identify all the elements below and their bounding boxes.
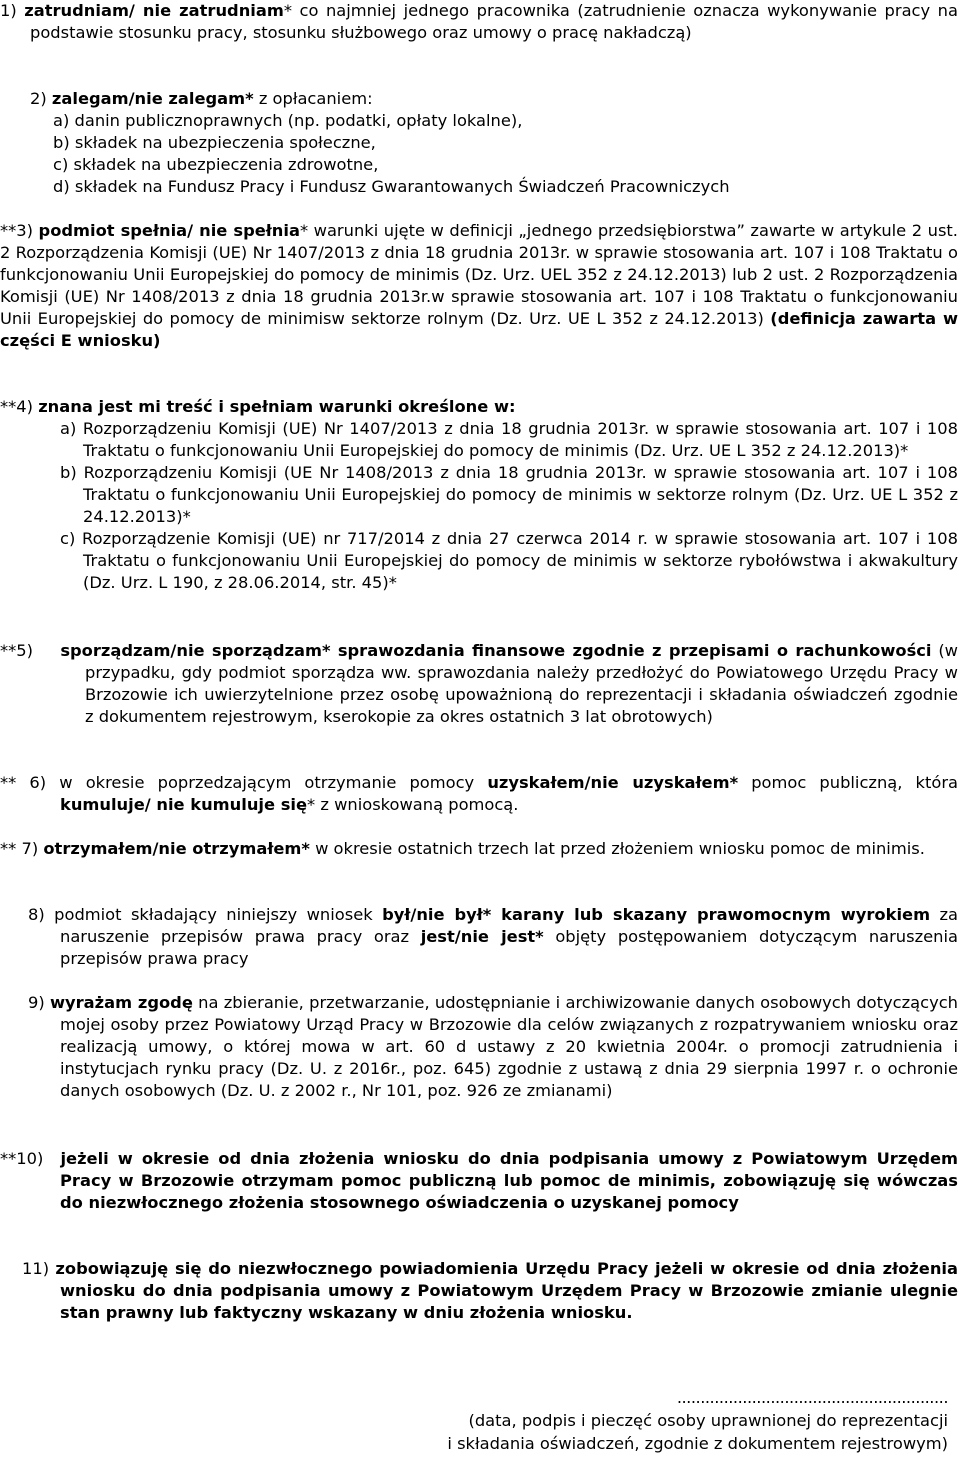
- item-8: [28, 904, 958, 970]
- item-4-sub-c: c) Rozporządzenie Komisji (UE) nr 717/2014 z dnia 27 czerwca 2014 r. w sprawie stosowania art. 107 i 108 Traktatu o funkcjonowaniu Unii Europejskiej do pomocy de minimis w sektorze rybołówstwa i akwakultury (Dz. Urz. L 190, z 28.06.2014, str. 45)*: [60, 529, 958, 592]
- item-9: [28, 992, 958, 1102]
- item-6-text: ** 6) w okresie poprzedzającym otrzymanie pomocy uzyskałem/nie uzyskałem* pomoc publiczną, która kumuluje/ nie kumuluje się* z wnioskowaną pomocą.: [0, 773, 959, 814]
- item-7: [0, 838, 958, 860]
- item-3: [0, 220, 958, 352]
- item-10: [0, 1148, 958, 1214]
- item-10-text: **10) jeżeli w okresie od dnia złożenia wniosku do dnia podpisania umowy z Powiatowym Urzędem Pracy w Brzozowie otrzymam pomoc publiczną lub pomoc de minimis, zobowiązuję się wówczas do niezwłocznego złożenia stosownego oświadczenia o uzyskanej pomocy: [0, 1149, 958, 1212]
- item-2-sub-a: a) danin publicznoprawnych (np. podatki, opłaty lokalne),: [53, 111, 523, 130]
- item-11-text: 11) zobowiązuję się do niezwłocznego powiadomienia Urzędu Pracy jeżeli w okresie od dnia złożenia wniosku do dnia podpisania umowy z Powiatowym Urzędem Pracy w Brzozowie zmianie ulegnie stan prawny lub faktyczny wskazany w dniu złożenia wniosku.: [22, 1259, 958, 1322]
- item-5-text: **5) sporządzam/nie sporządzam* sprawozdania finansowe zgodnie z przepisami o rachunkowości (w przypadku, gdy podmiot sporządza ww. sprawozdania należy przedłożyć do Powiatowego Urzędu Pracy w Brzozowie ich uwierzytelnione przez osobę upoważnioną do reprezentacji i składania oświadczeń zgodnie z dokumentem rejestrowym, kserokopie za okres ostatnich 3 lat obrotowych): [0, 641, 958, 726]
- item-2-sub-d: d) składek na Fundusz Pracy i Fundusz Gwarantowanych Świadczeń Pracowniczych: [53, 177, 730, 196]
- item-4-sub-b: b) Rozporządzeniu Komisji (UE Nr 1408/2013 z dnia 18 grudnia 2013r. w sprawie stosowania art. 107 i 108 Traktatu o funkcjonowaniu Unii Europejskiej do pomocy de minimis w sektorze rolnym (Dz. Urz. UE L 352 z 24.12.2013)*: [60, 463, 958, 526]
- item-9-text: 9) wyrażam zgodę na zbieranie, przetwarzanie, udostępnianie i archiwizowanie danych osobowych dotyczących mojej osoby przez Powiatowy Urząd Pracy w Brzozowie dla celów związanych z rozpatrywaniem wniosku oraz realizacją umowy, o której mowa w art. 60 d ustawy z 20 kwietnia 2004r. o promocji zatrudnienia i instytucjach rynku pracy (Dz. U. z 2016r., poz. 645) zgodnie z ustawą z dnia 29 sierpnia 1997 r. o ochronie danych osobowych (Dz. U. z 2002 r., Nr 101, poz. 926 ze zmianami): [28, 993, 958, 1100]
- item-11: [22, 1258, 958, 1324]
- item-1: [0, 0, 958, 44]
- item-2: [30, 88, 958, 198]
- item-2-sub-b: b) składek na ubezpieczenia społeczne,: [53, 133, 376, 152]
- item-8-text: 8) podmiot składający niniejszy wniosek był/nie był* karany lub skazany prawomocnym wyrokiem za naruszenie przepisów prawa pracy oraz jest/nie jest* objęty postępowaniem dotyczącym naruszenia przepisów prawa pracy: [28, 905, 958, 968]
- signature-block: [447, 1386, 948, 1455]
- signature-caption-line1: (data, podpis i pieczęć osoby uprawnionej do reprezentacji: [468, 1411, 948, 1430]
- signature-caption-line2: i składania oświadczeń, zgodnie z dokumentem rejestrowym): [447, 1434, 948, 1453]
- item-7-text: ** 7) otrzymałem/nie otrzymałem* w okresie ostatnich trzech lat przed złożeniem wniosku pomoc de minimis.: [0, 839, 925, 858]
- item-4: [0, 396, 958, 594]
- item-4-sub-a: a) Rozporządzeniu Komisji (UE) Nr 1407/2013 z dnia 18 grudnia 2013r. w sprawie stosowania art. 107 i 108 Traktatu o funkcjonowaniu Unii Europejskiej do pomocy de minimis (Dz. Urz. UE L 352 z 24.12.2013)*: [60, 419, 958, 460]
- item-3-text: **3) podmiot spełnia/ nie spełnia* warunki ujęte w definicji „jednego przedsiębiorstwa” zawarte w artykule 2 ust. 2 Rozporządzenia Komisji (UE) Nr 1407/2013 z dnia 18 grudnia 2013r. w sprawie stosowania art. 107 i 108 Traktatu o funkcjonowaniu Unii Europejskiej do pomocy de minimis (Dz. Urz. UEL 352 z 24.12.2013) lub 2 ust. 2 Rozporządzenia Komisji (UE) Nr 1408/2013 z dnia 18 grudnia 2013r.w sprawie stosowania art. 107 i 108 Traktatu o funkcjonowaniu Unii Europejskiej do pomocy de minimisw sektorze rolnym (Dz. Urz. UE L 352 z 24.12.2013) (definicja zawarta w części E wniosku): [0, 221, 958, 350]
- item-5: [0, 640, 958, 728]
- item-6: [0, 772, 959, 816]
- item-1-text: 1) zatrudniam/ nie zatrudniam* co najmniej jednego pracownika (zatrudnienie oznacza wykonywanie pracy na podstawie stosunku pracy, stosunku służbowego oraz umowy o pracę nakładczą): [0, 1, 958, 42]
- signature-dots: ..........................................................: [676, 1388, 948, 1407]
- item-2-text: 2) zalegam/nie zalegam* z opłacaniem:: [30, 89, 373, 108]
- item-2-sub-c: c) składek na ubezpieczenia zdrowotne,: [53, 155, 379, 174]
- item-4-head: **4) znana jest mi treść i spełniam warunki określone w:: [0, 397, 516, 416]
